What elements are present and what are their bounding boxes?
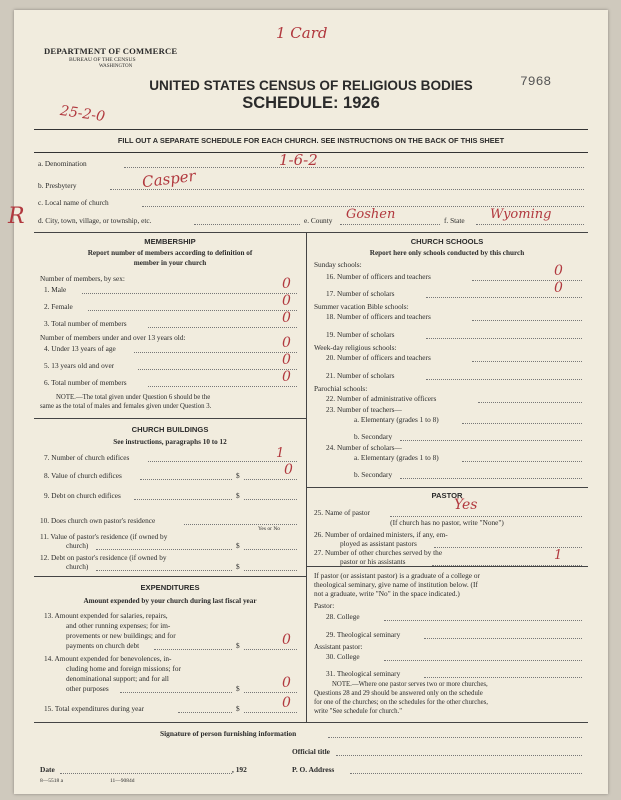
presbytery-value: Casper [141, 166, 197, 192]
q18-field[interactable] [472, 320, 582, 321]
q23b-field[interactable] [400, 440, 582, 441]
q21-label: 21. Number of scholars [326, 371, 395, 380]
city-field[interactable] [194, 224, 300, 225]
q9-field[interactable] [244, 499, 297, 500]
form-number: 7968 [520, 74, 552, 89]
form-subtitle: SCHEDULE: 1926 [242, 94, 380, 112]
q19-field[interactable] [426, 338, 582, 339]
sunday-schools-label: Sunday schools: [314, 260, 362, 269]
official-title-field[interactable] [336, 755, 582, 756]
assistant-pastor-label: Assistant pastor: [314, 642, 363, 651]
form-title: UNITED STATES CENSUS OF RELIGIOUS BODIES [149, 78, 473, 93]
q20-label: 20. Number of officers and teachers [326, 353, 431, 362]
section-divider-top [34, 232, 588, 233]
q21-field[interactable] [426, 379, 582, 380]
q1-label: 1. Male [44, 285, 67, 294]
q8-dollar: $ [236, 471, 240, 480]
buildings-divider [34, 576, 306, 577]
expenditures-heading: EXPENDITURES [140, 583, 200, 592]
membership-heading: MEMBERSHIP [144, 237, 196, 246]
q19-label: 19. Number of scholars [326, 330, 395, 339]
q31-field[interactable] [424, 677, 582, 678]
department-label: DEPARTMENT OF COMMERCE [44, 46, 178, 56]
q6-value: 0 [282, 369, 291, 385]
notice-text: FILL OUT A SEPARATE SCHEDULE FOR EACH CHURCH. SEE INSTRUCTIONS ON THE BACK OF THIS SHEET [117, 136, 505, 145]
q15-label: 15. Total expenditures during year [44, 704, 145, 713]
q14-line-2: cluding home and foreign missions; for [66, 664, 181, 673]
county-field[interactable] [340, 224, 440, 225]
graduate-instruction-2: theological seminary, give name of institution below. (If [314, 580, 478, 589]
pastor-heading: PASTOR [431, 491, 463, 500]
census-schedule-form [8, 10, 608, 794]
q11-leader [96, 549, 232, 550]
city-label: WASHINGTON [99, 64, 133, 69]
q13-dollar: $ [236, 641, 240, 650]
buildings-subheading: See instructions, paragraphs 10 to 12 [113, 438, 227, 446]
q14-value: 0 [282, 675, 291, 691]
q13-line-2: and other running expenses; for im- [66, 621, 171, 630]
q27-field[interactable] [432, 565, 582, 566]
q5-value: 0 [282, 352, 291, 368]
q1-value: 0 [282, 276, 291, 292]
q14-line-1: 14. Amount expended for benevolences, in- [44, 654, 172, 663]
presbytery-label: b. Presbytery [38, 181, 77, 190]
official-title-label: Official title [292, 747, 330, 756]
q5-label: 5. 13 years old and over [44, 361, 115, 370]
q13-field[interactable] [244, 649, 297, 650]
q7-value: 1 [276, 446, 285, 461]
q14-line-3: denominational support; and for all [66, 674, 169, 683]
q8-label: 8. Value of church edifices [44, 471, 122, 480]
membership-intro-2: member in your church [133, 259, 207, 267]
q14-dollar: $ [236, 684, 240, 693]
yes-no-hint: Yes or No [258, 526, 281, 532]
q11-label-2: church) [66, 541, 89, 550]
address-field[interactable] [350, 773, 582, 774]
q15-value: 0 [282, 695, 291, 711]
q27-label-1: 27. Number of other churches served by the [314, 548, 443, 557]
date-year-label: , 192 [232, 765, 247, 774]
membership-divider [34, 418, 306, 419]
q8-field[interactable] [244, 479, 297, 480]
q9-label: 9. Debt on church edifices [44, 491, 121, 500]
q1-field[interactable] [82, 293, 297, 294]
q12-label-1: 12. Debt on pastor's residence (if owned by [40, 553, 167, 562]
q7-field[interactable] [148, 461, 297, 462]
schools-subheading: Report here only schools conducted by this church [369, 249, 525, 257]
q25-label: 25. Name of pastor [314, 508, 370, 517]
q14-field[interactable] [244, 692, 297, 693]
q23b-label: b. Secondary [354, 432, 393, 441]
q6-field[interactable] [148, 386, 297, 387]
city-label-field: d. City, town, village, or township, etc. [38, 216, 152, 225]
q24b-field[interactable] [400, 478, 582, 479]
q12-label-2: church) [66, 562, 89, 571]
q10-field[interactable] [184, 524, 297, 525]
q27-label-2: pastor or his assistants [340, 557, 406, 566]
q30-label: 30. College [326, 652, 360, 661]
q2-label: 2. Female [44, 302, 73, 311]
q11-field[interactable] [244, 549, 297, 550]
q17-value: 0 [554, 280, 563, 296]
q9-leader [134, 499, 232, 500]
denomination-label: a. Denomination [38, 159, 87, 168]
notice-banner [34, 129, 588, 153]
q29-label: 29. Theological seminary [326, 630, 401, 639]
state-label: f. State [444, 216, 465, 225]
county-value: Goshen [346, 207, 396, 222]
q29-field[interactable] [424, 638, 582, 639]
state-value: Wyoming [490, 207, 552, 222]
q14-line-4: other purposes [66, 684, 109, 693]
signature-label: Signature of person furnishing information [160, 729, 297, 738]
q26-label-2: ployed as assistant pastors [340, 539, 417, 548]
q17-field[interactable] [426, 297, 582, 298]
column-divider [306, 232, 307, 722]
q13-line-3: provements or new buildings; and for [66, 631, 176, 640]
q4-value: 0 [282, 335, 291, 351]
graduate-instruction-3: not a graduate, write "No" in the space indicated.) [314, 589, 460, 598]
q6-label: 6. Total number of members [44, 378, 127, 387]
county-label: e. County [304, 216, 333, 225]
q16-label: 16. Number of officers and teachers [326, 272, 431, 281]
q24a-label: a. Elementary (grades 1 to 8) [354, 453, 439, 462]
pastor-note-3: for one of the churches; on the schedules for the other churches, [314, 699, 489, 706]
q15-dollar: $ [236, 704, 240, 713]
q2-field[interactable] [88, 310, 297, 311]
schools-heading: CHURCH SCHOOLS [410, 237, 484, 246]
q12-dollar: $ [236, 562, 240, 571]
q3-label: 3. Total number of members [44, 319, 127, 328]
q22-field[interactable] [478, 402, 582, 403]
q25-hint: (If church has no pastor, write "None") [390, 518, 504, 527]
date-label: Date [40, 765, 55, 774]
q4-field[interactable] [134, 352, 297, 353]
q16-field[interactable] [472, 280, 582, 281]
members-age-label: Number of members under and over 13 years old: [40, 333, 186, 342]
pastor-note-1: NOTE.—Where one pastor serves two or more churches, [332, 681, 488, 688]
q11-label-1: 11. Value of pastor's residence (if owned by [40, 532, 168, 541]
pastor-divider [306, 566, 588, 567]
pastor-note-4: write "See schedule for church." [314, 708, 403, 715]
buildings-heading: CHURCH BUILDINGS [131, 425, 209, 434]
section-divider-bottom [34, 722, 588, 723]
q8-leader [140, 479, 232, 480]
address-label: P. O. Address [292, 765, 335, 774]
q24a-field[interactable] [462, 461, 582, 462]
state-field[interactable] [476, 224, 584, 225]
q24b-label: b. Secondary [354, 470, 393, 479]
q23-label: 23. Number of teachers— [326, 405, 402, 414]
summer-schools-label: Summer vacation Bible schools: [314, 302, 409, 311]
graduate-instruction-1: If pastor (or assistant pastor) is a graduate of a college or [314, 571, 480, 580]
q20-field[interactable] [472, 361, 582, 362]
q13-line-1: 13. Amount expended for salaries, repairs, [44, 611, 168, 620]
q10-label: 10. Does church own pastor's residence [40, 516, 156, 525]
q23a-field[interactable] [462, 423, 582, 424]
denomination-value: 1-6-2 [279, 151, 318, 169]
q4-label: 4. Under 13 years of age [44, 344, 116, 353]
q9-dollar: $ [236, 491, 240, 500]
q18-label: 18. Number of officers and teachers [326, 312, 431, 321]
pastor-sub-label: Pastor: [314, 601, 335, 610]
q13-leader [154, 649, 232, 650]
signature-field[interactable] [328, 737, 582, 738]
q28-label: 28. College [326, 612, 360, 621]
q26-label-1: 26. Number of ordained ministers, if any, em- [314, 530, 448, 539]
q22-label: 22. Number of administrative officers [326, 394, 437, 403]
form-code-1: 8—5518 a [40, 778, 64, 784]
membership-note-1: NOTE.—The total given under Question 6 should be the [56, 394, 211, 401]
q7-label: 7. Number of church edifices [44, 453, 130, 462]
membership-note-2: same as the total of males and females given under Question 3. [40, 403, 212, 410]
pastor-note-2: Questions 28 and 29 should be answered only on the schedule [314, 690, 483, 697]
church-name-label: c. Local name of church [38, 198, 109, 207]
q5-field[interactable] [138, 369, 297, 370]
q12-leader [96, 570, 232, 571]
q25-field[interactable] [390, 516, 582, 517]
parochial-schools-label: Parochial schools: [314, 384, 368, 393]
q12-field[interactable] [244, 570, 297, 571]
q25-value: Yes [454, 497, 478, 513]
handwritten-code: 25-2-0 [59, 102, 106, 126]
handwritten-card-note: 1 Card [276, 24, 328, 42]
q3-field[interactable] [148, 327, 297, 328]
q15-leader [178, 712, 232, 713]
q2-value: 0 [282, 293, 291, 309]
expenditures-subheading: Amount expended by your church during last fiscal year [83, 597, 257, 605]
q24-label: 24. Number of scholars— [326, 443, 402, 452]
presbytery-field[interactable] [110, 189, 584, 190]
q8-value: 0 [284, 462, 293, 478]
bureau-label: BUREAU OF THE CENSUS [69, 57, 136, 63]
q13-line-4: payments on church debt [66, 641, 140, 650]
q27-value: 1 [554, 548, 563, 563]
date-field[interactable] [60, 773, 232, 774]
q3-value: 0 [282, 310, 291, 326]
q31-label: 31. Theological seminary [326, 669, 401, 678]
q15-field[interactable] [244, 712, 297, 713]
weekday-schools-label: Week-day religious schools: [314, 343, 397, 352]
q14-leader [120, 692, 232, 693]
form-code-2: 11—9084d [110, 778, 135, 784]
q16-value: 0 [554, 263, 563, 279]
q13-value: 0 [282, 632, 291, 648]
q17-label: 17. Number of scholars [326, 289, 395, 298]
handwritten-r-mark: R [8, 204, 25, 229]
q11-dollar: $ [236, 541, 240, 550]
members-by-sex-label: Number of members, by sex: [40, 274, 125, 283]
membership-intro-1: Report number of members according to definition of [87, 249, 253, 257]
q30-field[interactable] [384, 660, 582, 661]
q23a-label: a. Elementary (grades 1 to 8) [354, 415, 439, 424]
schools-divider [306, 487, 588, 488]
q28-field[interactable] [384, 620, 582, 621]
